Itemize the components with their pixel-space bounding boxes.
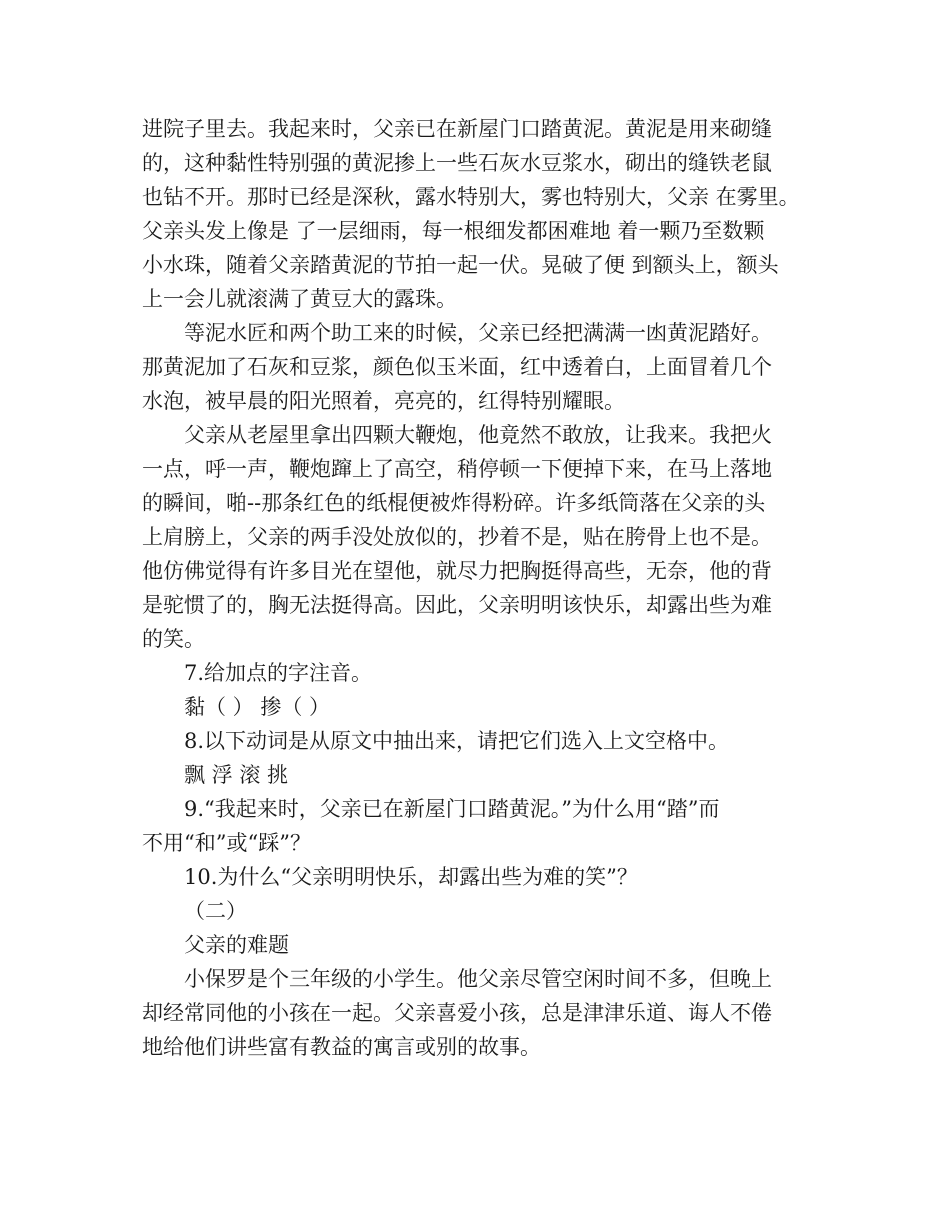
text-line: 一点，呼一声，鞭炮蹿上了高空，稍停顿一下便掉下来，在马上落地: [142, 457, 772, 481]
text-line: 他仿佛觉得有许多目光在望他，就尽力把胸挺得高些，无奈，他的背: [142, 559, 772, 583]
paragraph-start-line: 父亲从老屋里拿出四颗大鞭炮，他竟然不敢放，让我来。我把火: [184, 423, 772, 447]
question-10: 10.为什么“父亲明明快乐，却露出些为难的笑”？: [184, 865, 638, 889]
section-number: （二）: [184, 899, 247, 923]
text-line: 也钻不开。那时已经是深秋，露水特别大，雾也特别大，父亲 在雾里。: [142, 185, 800, 209]
text-line: 的，这种黏性特别强的黄泥掺上一些石灰水豆浆水，砌出的缝铁老鼠: [142, 151, 772, 175]
text-line: 父亲头发上像是 了一层细雨，每一根细发都困难地 着一颗乃至数颗: [142, 219, 765, 243]
text-line: 上肩膀上，父亲的两手没处放似的，抄着不是，贴在胯骨上也不是。: [142, 525, 772, 549]
paragraph-start-line: 小保罗是个三年级的小学生。他父亲尽管空闲时间不多，但晚上: [184, 967, 772, 991]
question-7-blanks: 黏（ ） 掺（ ）: [184, 695, 331, 719]
text-line: 水泡，被早晨的阳光照着，亮亮的，红得特别耀眼。: [142, 389, 625, 413]
question-9: 9.“我起来时，父亲已在新屋门口踏黄泥。”为什么用“踏”而: [184, 797, 720, 821]
text-line: 是驼惯了的，胸无法挺得高。因此，父亲明明该快乐，却露出些为难: [142, 593, 772, 617]
question-9-continued: 不用“和”或“踩”？: [142, 831, 311, 855]
text-line: 的笑。: [142, 627, 205, 651]
question-8-options: 飘 浮 滚 挑: [184, 763, 289, 787]
section-title: 父亲的难题: [184, 933, 289, 957]
text-line: 那黄泥加了石灰和豆浆，颜色似玉米面，红中透着白，上面冒着几个: [142, 355, 772, 379]
text-line: 上一会儿就滚满了黄豆大的露珠。: [142, 287, 457, 311]
question-8: 8.以下动词是从原文中抽出来，请把它们选入上文空格中。: [184, 729, 730, 753]
text-line: 进院子里去。我起来时，父亲已在新屋门口踏黄泥。黄泥是用来砌缝: [142, 117, 772, 141]
text-line: 地给他们讲些富有教益的寓言或别的故事。: [142, 1035, 541, 1059]
question-7: 7.给加点的字注音。: [184, 661, 373, 685]
text-line: 的瞬间，啪--那条红色的纸棍便被炸得粉碎。许多纸筒落在父亲的头: [142, 491, 766, 515]
document-body: [142, 112, 832, 1064]
text-line: 小水珠，随着父亲踏黄泥的节拍一起一伏。晃破了便 到额头上，额头: [142, 253, 779, 277]
text-line: 却经常同他的小孩在一起。父亲喜爱小孩，总是津津乐道、诲人不倦: [142, 1001, 772, 1025]
paragraph-start-line: 等泥水匠和两个助工来的时候，父亲已经把满满一凼黄泥踏好。: [184, 321, 772, 345]
